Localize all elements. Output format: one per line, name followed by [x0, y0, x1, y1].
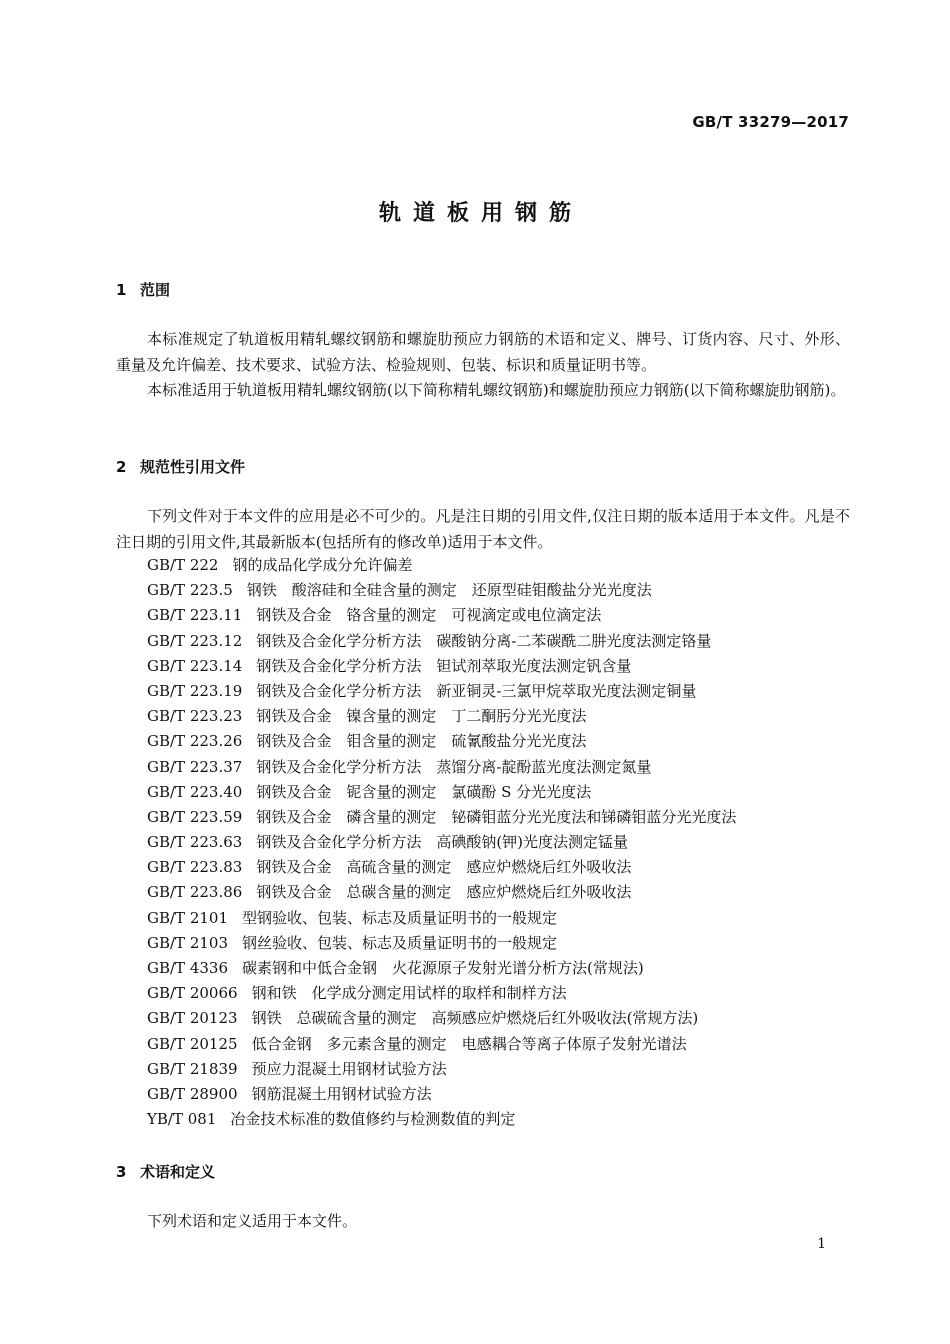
section-heading-scope — [116, 279, 170, 300]
reference-title: 钢丝验收、包装、标志及质量证明书的一般规定 — [242, 933, 558, 952]
list-item — [147, 956, 736, 981]
reference-code: GB/T 223.83 — [147, 858, 243, 877]
reference-code: GB/T 4336 — [147, 959, 229, 977]
reference-title: 碳素钢和中低合金钢 火花源原子发射光谱分析方法(常规法) — [242, 959, 644, 977]
reference-title: 钢铁及合金 磷含量的测定 铋磷钼蓝分光光度法和锑磷钼蓝分光光度法 — [256, 807, 737, 826]
reference-title: 钢铁及合金 总碳含量的测定 感应炉燃烧后红外吸收法 — [256, 883, 632, 902]
reference-title: 钢铁及合金 铬含量的测定 可视滴定或电位滴定法 — [256, 606, 602, 625]
reference-code: GB/T 223.59 — [147, 807, 243, 826]
reference-code: GB/T 223.26 — [147, 732, 243, 751]
list-item — [147, 906, 736, 931]
reference-title: 钢铁及合金 铌含量的测定 氯磺酚 S 分光光度法 — [256, 782, 592, 801]
reference-code: YB/T 081 — [147, 1110, 217, 1129]
list-item — [147, 780, 736, 805]
reference-title: 钢铁及合金化学分析方法 钽试剂萃取光度法测定钒含量 — [256, 656, 632, 675]
reference-code: GB/T 222 — [147, 556, 219, 574]
section-heading-normative-references — [116, 456, 245, 477]
list-item — [147, 755, 736, 780]
list-item — [147, 654, 736, 679]
list-item — [147, 704, 736, 729]
list-item — [147, 679, 736, 704]
reference-code: GB/T 223.14 — [147, 656, 243, 675]
scope-paragraph-2: 本标准适用于轨道板用精轧螺纹钢筋(以下简称精轧螺纹钢筋)和螺旋肋预应力钢筋(以下简称螺旋肋钢筋)。 — [147, 381, 846, 399]
list-item — [147, 578, 736, 603]
references-intro-paragraph: 下列文件对于本文件的应用是必不可少的。凡是注日期的引用文件,仅注日期的版本适用于本文件。凡是不注日期的引用文件,其最新版本(包括所有的修改单)适用于本文件。 — [116, 507, 850, 551]
reference-code: GB/T 223.11 — [147, 606, 243, 625]
terms-intro-paragraph: 下列术语和定义适用于本文件。 — [147, 1212, 358, 1230]
reference-code: GB/T 223.23 — [147, 707, 243, 726]
list-item — [147, 981, 736, 1006]
reference-title: 钢的成品化学成分允许偏差 — [232, 556, 413, 574]
list-item — [147, 880, 736, 905]
section-number: 1 — [116, 281, 127, 299]
reference-title: 预应力混凝土用钢材试验方法 — [251, 1059, 447, 1078]
reference-title: 钢铁 酸溶硅和全硅含量的测定 还原型硅钼酸盐分光光度法 — [246, 581, 652, 600]
standard-number: GB/T 33279—2017 — [692, 113, 849, 131]
section-title: 规范性引用文件 — [140, 458, 246, 476]
reference-title: 钢铁及合金化学分析方法 高碘酸钠(钾)光度法测定锰量 — [256, 833, 629, 852]
section-number: 2 — [116, 458, 127, 476]
reference-code: GB/T 20123 — [147, 1009, 238, 1028]
reference-title: 钢和铁 化学成分测定用试样的取样和制样方法 — [251, 984, 567, 1003]
reference-title: 冶金技术标准的数值修约与检测数值的判定 — [230, 1110, 516, 1129]
list-item — [147, 553, 736, 578]
page-number: 1 — [817, 1236, 826, 1252]
section-number: 3 — [116, 1163, 127, 1181]
list-item — [147, 603, 736, 628]
section-heading-terms-definitions — [116, 1161, 215, 1182]
scope-paragraph-1: 本标准规定了轨道板用精轧螺纹钢筋和螺旋肋预应力钢筋的术语和定义、牌号、订货内容、尺寸、外形、重量及允许偏差、技术要求、试验方法、检验规则、包装、标识和质量证明书等。 — [116, 330, 850, 374]
reference-code: GB/T 223.12 — [147, 631, 243, 650]
reference-code: GB/T 223.63 — [147, 833, 243, 852]
reference-code: GB/T 21839 — [147, 1059, 238, 1078]
reference-title: 钢铁及合金 高硫含量的测定 感应炉燃烧后红外吸收法 — [256, 858, 632, 877]
reference-list — [147, 553, 736, 1132]
list-item — [147, 931, 736, 956]
reference-code: GB/T 223.5 — [147, 581, 233, 600]
reference-code: GB/T 28900 — [147, 1084, 238, 1103]
list-item — [147, 1107, 736, 1132]
list-item — [147, 729, 736, 754]
reference-title: 低合金钢 多元素含量的测定 电感耦合等离子体原子发射光谱法 — [251, 1034, 687, 1053]
reference-title: 钢铁 总碳硫含量的测定 高频感应炉燃烧后红外吸收法(常规方法) — [251, 1009, 699, 1028]
reference-code: GB/T 223.37 — [147, 757, 243, 776]
list-item — [147, 1006, 736, 1031]
section-title: 术语和定义 — [140, 1163, 216, 1181]
reference-title: 钢筋混凝土用钢材试验方法 — [251, 1084, 432, 1103]
reference-code: GB/T 2101 — [147, 908, 229, 927]
reference-code: GB/T 223.86 — [147, 883, 243, 902]
reference-title: 钢铁及合金化学分析方法 碳酸钠分离-二苯碳酰二肼光度法测定铬量 — [256, 631, 712, 650]
reference-title: 钢铁及合金化学分析方法 蒸馏分离-靛酚蓝光度法测定氮量 — [256, 757, 652, 776]
list-item — [147, 830, 736, 855]
list-item — [147, 855, 736, 880]
list-item — [147, 1032, 736, 1057]
reference-code: GB/T 223.40 — [147, 782, 243, 801]
list-item — [147, 629, 736, 654]
reference-code: GB/T 2103 — [147, 933, 229, 952]
list-item — [147, 1082, 736, 1107]
list-item — [147, 1057, 736, 1082]
reference-title: 型钢验收、包装、标志及质量证明书的一般规定 — [242, 908, 558, 927]
reference-title: 钢铁及合金 钼含量的测定 硫氰酸盐分光光度法 — [256, 732, 587, 751]
document-title: 轨道板用钢筋 — [378, 201, 583, 226]
reference-code: GB/T 223.19 — [147, 681, 243, 700]
reference-title: 钢铁及合金 镍含量的测定 丁二酮肟分光光度法 — [256, 707, 587, 726]
reference-title: 钢铁及合金化学分析方法 新亚铜灵-三氯甲烷萃取光度法测定铜量 — [256, 681, 697, 700]
section-title: 范围 — [140, 281, 171, 299]
reference-code: GB/T 20125 — [147, 1034, 238, 1053]
list-item — [147, 805, 736, 830]
reference-code: GB/T 20066 — [147, 984, 238, 1003]
